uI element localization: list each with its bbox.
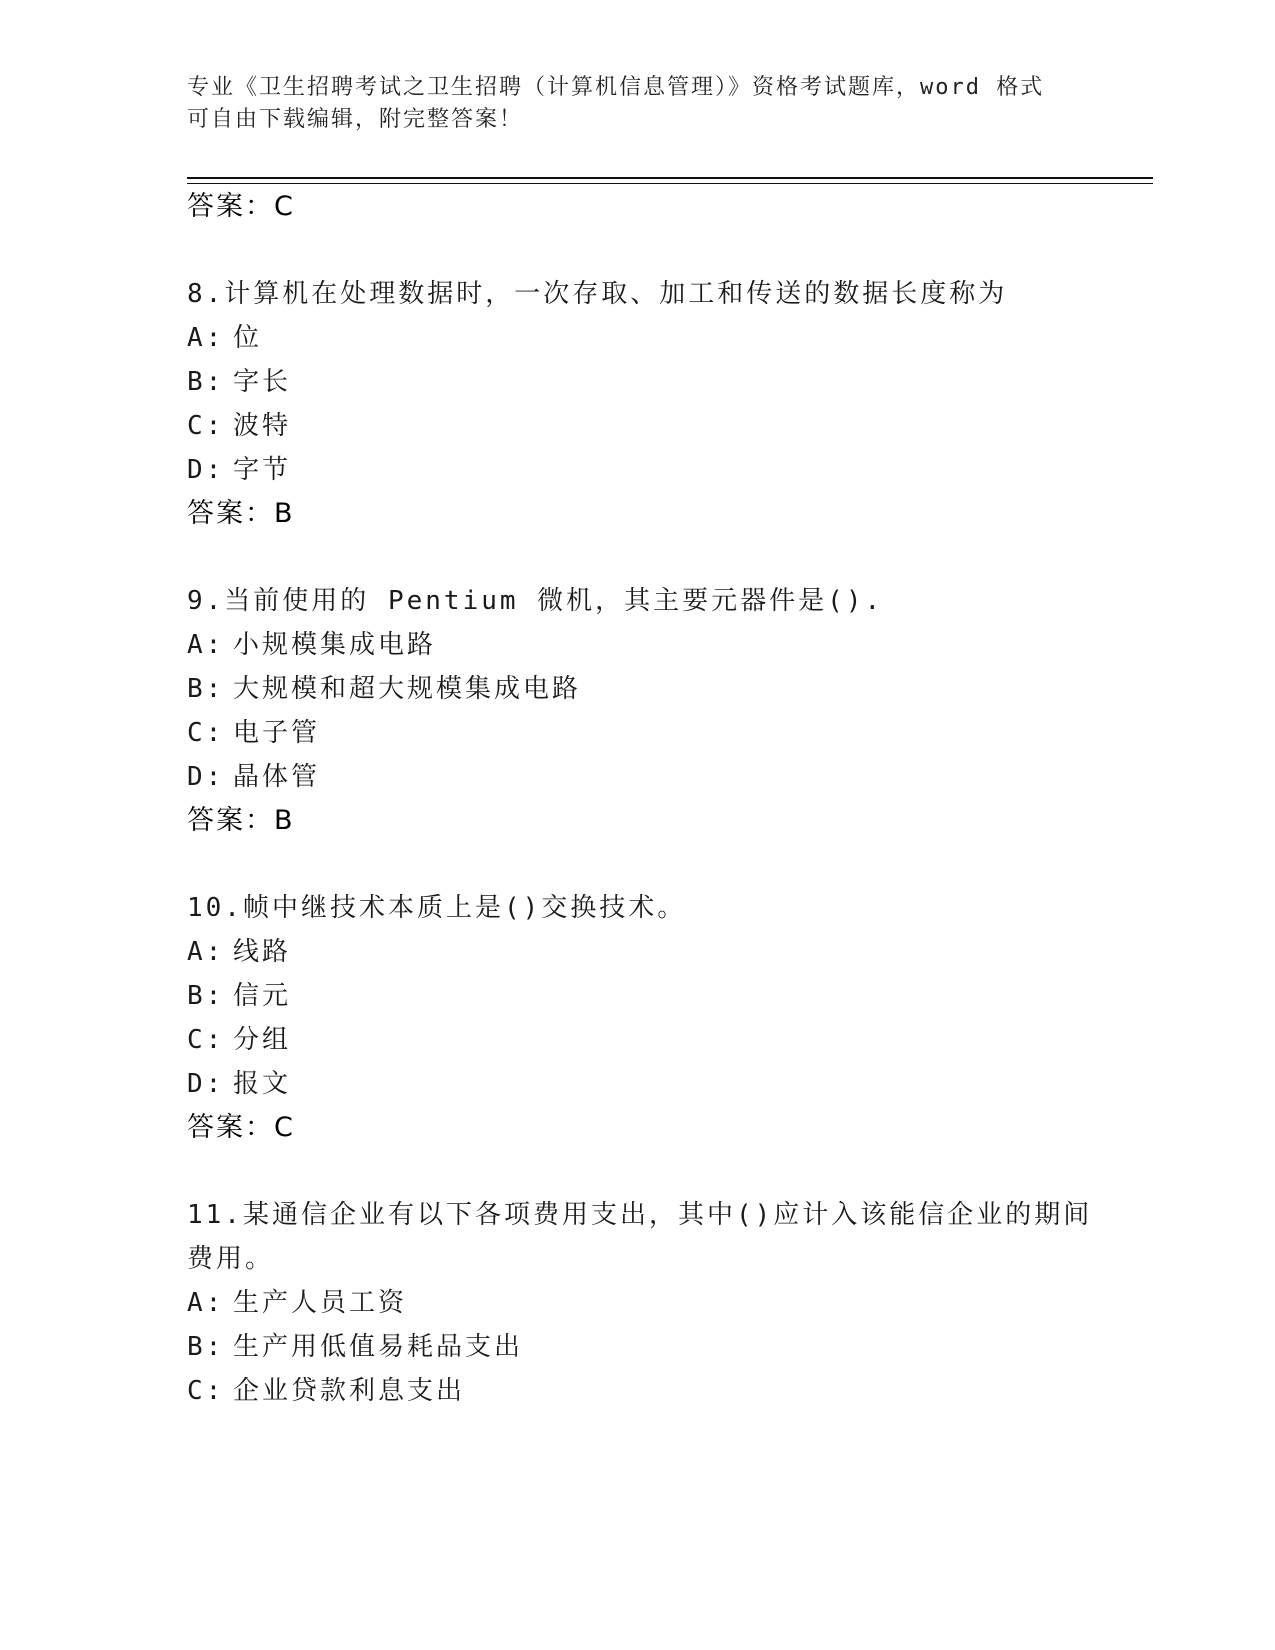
option-letter: B: [187,1332,225,1362]
option-text: 信元 [233,981,292,1011]
option-a [187,935,291,969]
option-letter: C: [187,411,225,441]
option-letter: B: [187,367,225,397]
previous-answer: 答案：C [187,191,295,222]
answer: 答案：C [187,1112,295,1143]
option-text: 大规模和超大规模集成电路 [233,674,582,704]
header-divider-thick [187,177,1153,179]
option-a [187,628,436,662]
option-letter: C: [187,718,225,748]
option-c [187,1023,291,1057]
option-text: 报文 [233,1069,292,1099]
option-text: 电子管 [233,718,321,748]
option-letter: A: [187,937,225,967]
option-letter: D: [187,762,225,792]
option-text: 位 [233,323,263,353]
question-stem: 10.帧中继技术本质上是()交换技术。 [187,893,687,923]
option-letter: B: [187,674,225,704]
option-text: 小规模集成电路 [233,630,437,660]
option-text: 线路 [233,937,292,967]
option-letter: A: [187,1288,225,1318]
option-letter: D: [187,455,225,485]
option-text: 生产用低值易耗品支出 [233,1332,524,1362]
option-a [187,321,262,355]
option-b [187,672,581,706]
option-text: 波特 [233,411,292,441]
option-text: 晶体管 [233,762,321,792]
option-letter: C: [187,1376,225,1406]
option-text: 分组 [233,1025,292,1055]
question-stem: 8.计算机在处理数据时，一次存取、加工和传送的数据长度称为 [187,279,1008,309]
option-d [187,1067,291,1101]
option-letter: A: [187,323,225,353]
option-text: 字长 [233,367,292,397]
option-c [187,409,291,443]
question-stem-continued: 费用。 [187,1244,275,1274]
option-letter: D: [187,1069,225,1099]
option-letter: A: [187,630,225,660]
question-stem: 11.某通信企业有以下各项费用支出，其中()应计入该能信企业的期间 [187,1200,1093,1230]
answer: 答案：B [187,498,295,529]
option-c [187,716,320,750]
option-text: 生产人员工资 [233,1288,408,1318]
header-line-1: 专业《卫生招聘考试之卫生招聘（计算机信息管理）》资格考试题库，word 格式 [187,75,1045,100]
option-b [187,365,291,399]
option-d [187,453,291,487]
option-d [187,760,320,794]
option-b [187,1330,523,1364]
question-stem: 9.当前使用的 Pentium 微机，其主要元器件是(). [187,586,884,616]
option-text: 企业贷款利息支出 [233,1376,466,1406]
option-c [187,1374,465,1408]
option-b [187,979,291,1013]
option-text: 字节 [233,455,292,485]
header-divider-thin [187,183,1153,184]
header-text [187,72,1087,136]
option-letter: B: [187,981,225,1011]
option-a [187,1286,407,1320]
answer: 答案：B [187,805,295,836]
option-letter: C: [187,1025,225,1055]
header-line-2: 可自由下载编辑，附完整答案！ [187,107,524,132]
